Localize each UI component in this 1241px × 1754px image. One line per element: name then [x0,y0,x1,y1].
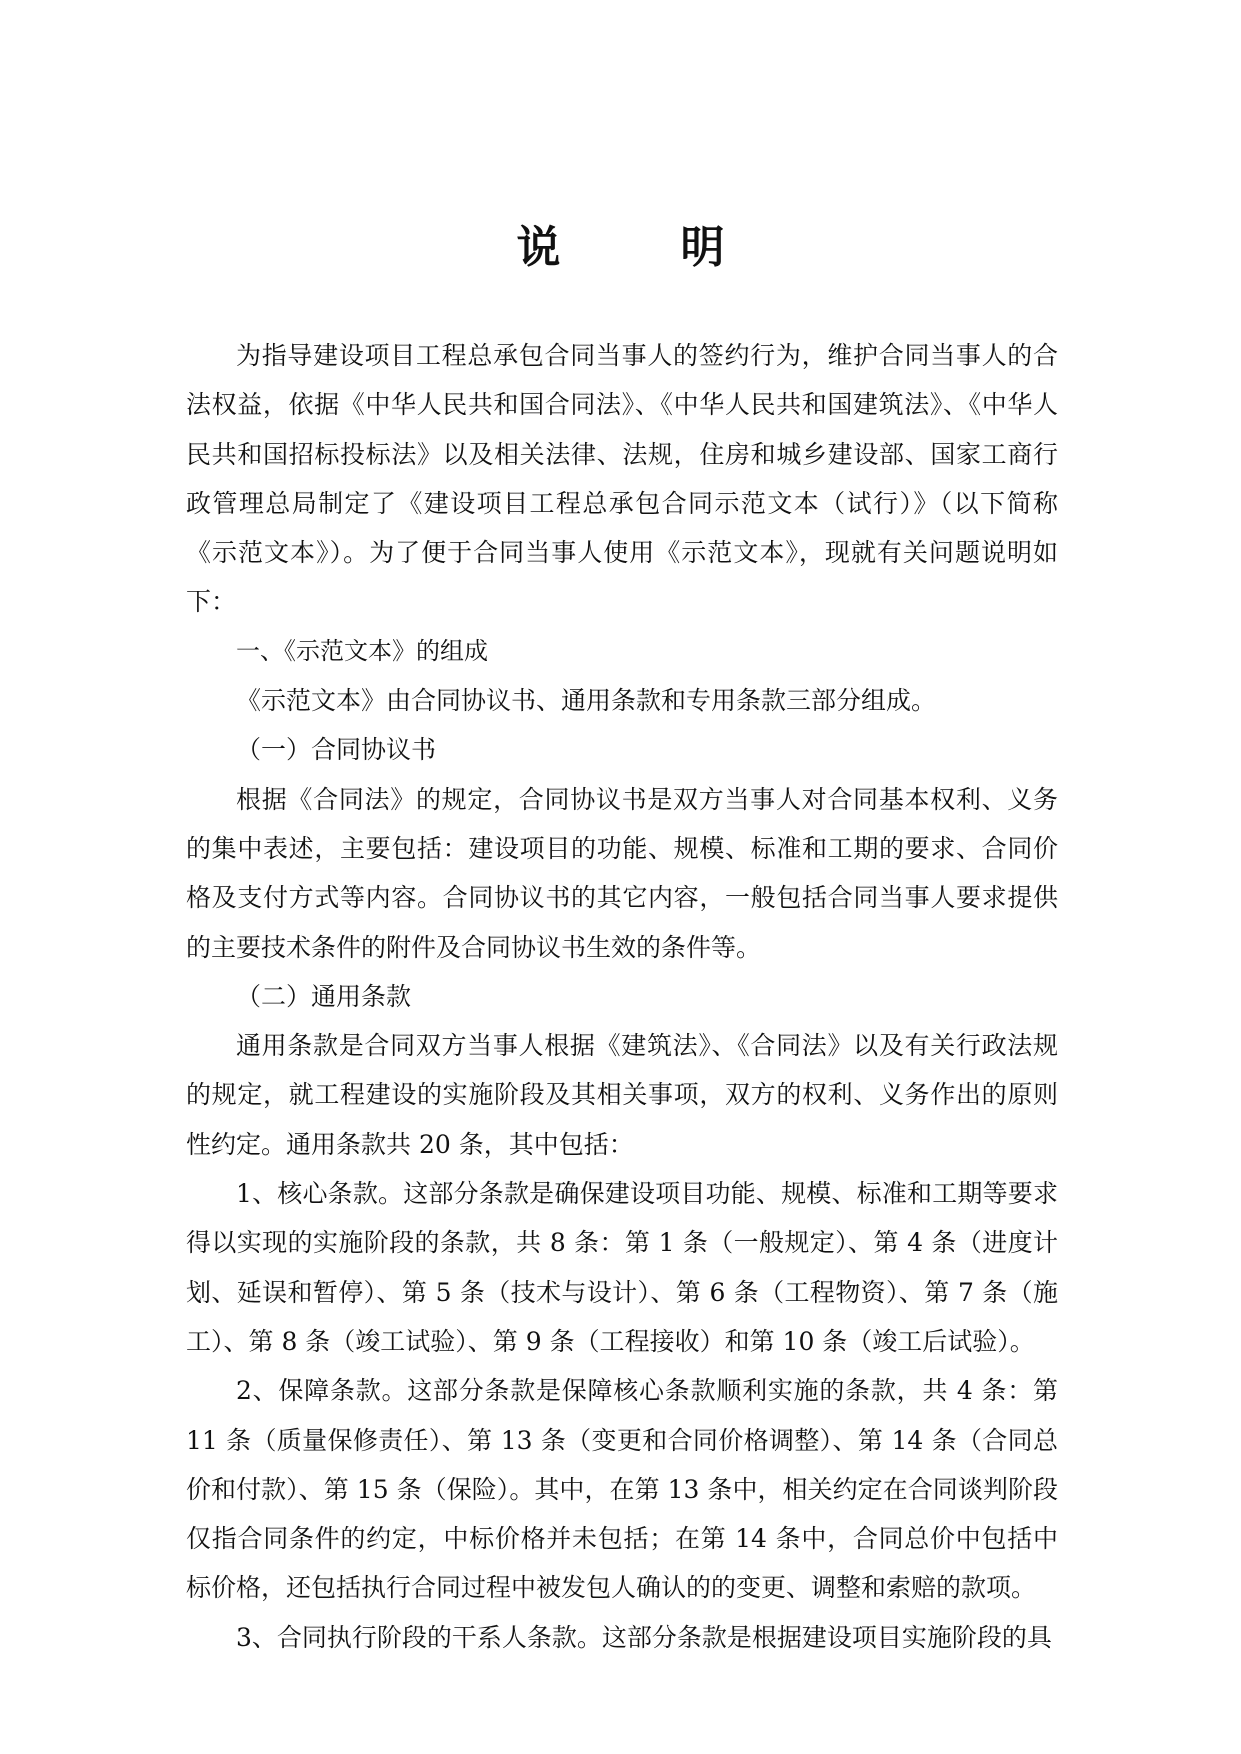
page-title: 说 明 [516,222,763,273]
subheading-general-terms: （二）通用条款 [236,981,412,1011]
intro-paragraph: 为指导建设项目工程总承包合同当事人的签约行为，维护合同当事人的合法权益，依据《中华人民共和国合同法》、《中华人民共和国建筑法》、《中华人民共和国招标投标法》以及相关法律、法规，住房和城乡建设部、国家工商行政管理总局制定了《建设项目工程总承包合同示范文本（试行）》（以下简称《示范文本》）。为了便于合同当事人使用《示范文本》，现就有关问题说明如下： [186,341,1058,617]
stakeholder-terms-paragraph: 3、合同执行阶段的干系人条款。这部分条款是根据建设项目实施阶段的具 [236,1622,1052,1652]
composition-paragraph: 《示范文本》由合同协议书、通用条款和专用条款三部分组成。 [236,686,937,716]
document-body [186,331,1058,1662]
guarantee-terms-paragraph: 2、保障条款。这部分条款是保障核心条款顺利实施的条款，共 4 条：第 11 条（质量保修责任）、第 13 条（变更和合同价格调整）、第 14 条（合同总价和付款）、第 15 条（保险）。其中，在第 13 条中，相关约定在合同谈判阶段仅指合同条件的约定，中标价格并未包括；在第 14 条中，合同总价中包括中标价格，还包括执行合同过程中被发包人确认的的变更、调整和索赔的款项。 [186,1376,1058,1603]
general-terms-paragraph: 通用条款是合同双方当事人根据《建筑法》、《合同法》以及有关行政法规的规定，就工程建设的实施阶段及其相关事项，双方的权利、义务作出的原则性约定。通用条款共 20 条，其中包括： [186,1031,1058,1159]
agreement-paragraph: 根据《合同法》的规定，合同协议书是双方当事人对合同基本权利、义务的集中表述，主要包括：建设项目的功能、规模、标准和工期的要求、合同价格及支付方式等内容。合同协议书的其它内容，一般包括合同当事人要求提供的主要技术条件的附件及合同协议书生效的条件等。 [186,784,1058,962]
core-terms-paragraph: 1、核心条款。这部分条款是确保建设项目功能、规模、标准和工期等要求得以实现的实施阶段的条款，共 8 条：第 1 条（一般规定）、第 4 条（进度计划、延误和暂停）、第 5 条（技术与设计）、第 6 条（工程物资）、第 7 条（施工）、第 8 条（竣工试验）、第 9 条（工程接收）和第 10 条（竣工后试验）。 [186,1179,1058,1356]
subheading-agreement: （一）合同协议书 [236,735,437,765]
section-heading-composition: 一、《示范文本》的组成 [236,636,488,665]
